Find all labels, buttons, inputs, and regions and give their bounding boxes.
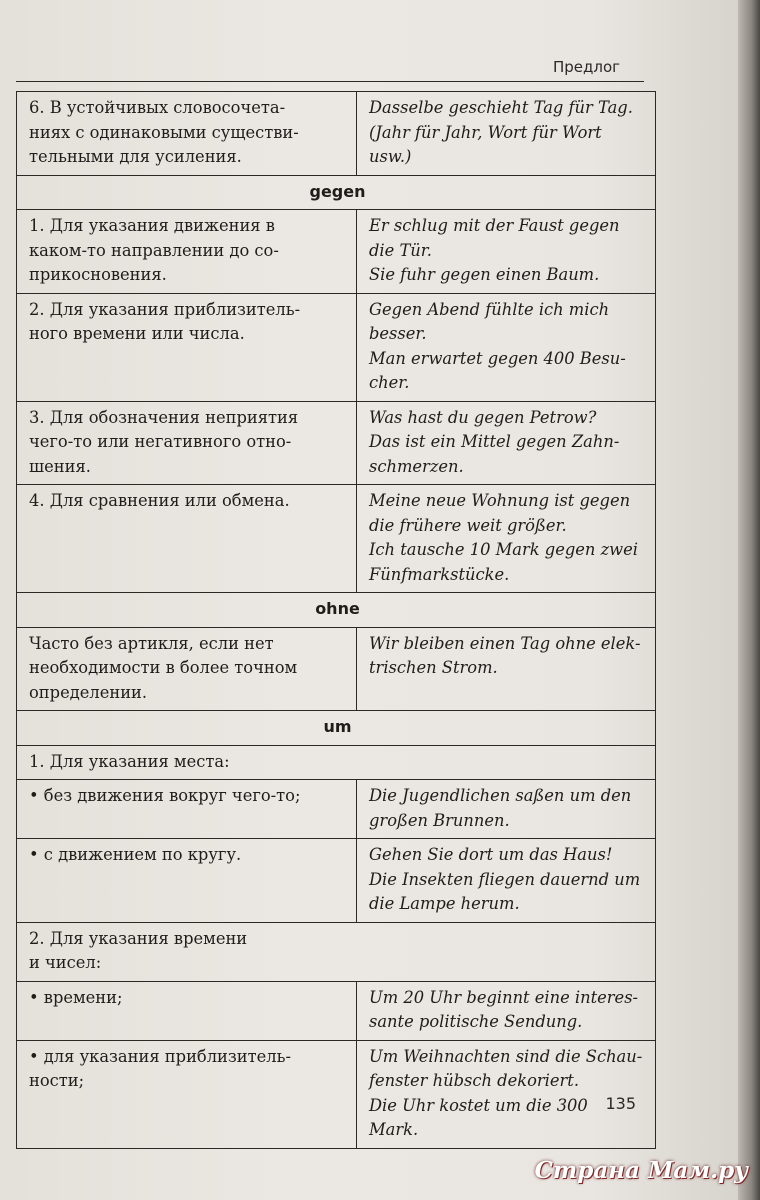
preposition-table (16, 91, 656, 1149)
table-row (17, 1040, 656, 1148)
rule-line: Часто без артикля, если нет (29, 633, 274, 653)
preposition-heading: ohne (17, 593, 656, 628)
table-row (17, 293, 656, 401)
example-line: sante politische Sendung. (369, 1012, 583, 1031)
preposition-heading: gegen (17, 175, 656, 210)
example-line: die frühere weit größer. (369, 515, 567, 535)
usage-rule-cell (17, 780, 357, 839)
rule-line: ного времени или числа. (29, 324, 245, 343)
example-line: Das ist ein Mittel gegen Zahn- (369, 432, 620, 451)
example-cell (357, 210, 656, 294)
rule-line: 2. Для указания приблизитель- (29, 299, 301, 319)
example-cell (357, 981, 656, 1040)
usage-rule-cell (17, 981, 357, 1040)
table-row (17, 485, 656, 593)
table-row (17, 401, 656, 485)
usage-rule-cell (17, 92, 357, 176)
preposition-heading: um (17, 711, 656, 746)
rule-line: 4. Для сравнения или обмена. (29, 491, 290, 510)
example-line: die Tür. (369, 240, 432, 260)
preposition-table-body (17, 92, 656, 1149)
example-line: Man erwartet gegen 400 Besu- (369, 348, 626, 368)
example-line: Die Uhr kostet um die 300 (369, 1095, 588, 1115)
example-line: Sie fuhr gegen einen Baum. (369, 265, 600, 284)
table-row (17, 839, 656, 923)
table-row (17, 922, 656, 981)
rule-line: • времени; (29, 987, 123, 1007)
table-row (17, 92, 656, 176)
example-line: (Jahr für Jahr, Wort für Wort (369, 122, 602, 142)
example-line: Er schlug mit der Faust gegen (369, 216, 620, 235)
example-line: die Lampe herum. (369, 894, 520, 913)
example-line: Ich tausche 10 Mark gegen zwei (369, 540, 638, 559)
rule-line: • без движения вокруг чего-то; (29, 786, 301, 805)
example-line: Gehen Sie dort um das Haus! (369, 845, 613, 864)
rule-line: ниях с одинаковыми существи- (29, 122, 299, 142)
example-line: Was hast du gegen Petrow? (369, 407, 597, 427)
rule-line: 3. Для обозначения неприятия (29, 407, 299, 427)
rule-line: тельными для усиления. (29, 147, 242, 166)
usage-subheading (17, 922, 656, 981)
usage-rule-cell (17, 627, 357, 711)
rule-line: каком-то направлении до со- (29, 240, 279, 260)
usage-rule-cell (17, 401, 357, 485)
usage-rule-cell (17, 210, 357, 294)
rule-line: ности; (29, 1071, 85, 1090)
usage-subheading-text: 1. Для указания места: (29, 751, 230, 771)
example-line: Gegen Abend fühlte ich mich (369, 299, 610, 319)
example-cell (357, 401, 656, 485)
example-line: Dasselbe geschieht Tag für Tag. (369, 98, 633, 117)
running-head: Предлог (552, 58, 620, 76)
example-line: Fünfmarkstücke. (369, 564, 510, 584)
usage-rule-cell (17, 485, 357, 593)
usage-subheading-text: 2. Для указания времени и чисел: (29, 928, 248, 972)
example-cell (357, 627, 656, 711)
rule-line: необходимости в более точном (29, 658, 298, 677)
watermark-text: Страна Мам.ру (534, 1157, 748, 1184)
example-cell (357, 485, 656, 593)
header-rule (16, 81, 644, 82)
section-heading-row (17, 711, 656, 746)
example-line: Die Insekten fliegen dauernd um (369, 869, 641, 889)
section-heading-row (17, 175, 656, 210)
example-line: Wir bleiben einen Tag ohne elek- (369, 633, 641, 653)
example-line: Um 20 Uhr beginnt eine interes- (369, 987, 639, 1007)
rule-line: 1. Для указания движения в (29, 216, 275, 235)
example-line: großen Brunnen. (369, 810, 510, 830)
usage-rule-cell (17, 293, 357, 401)
example-cell (357, 92, 656, 176)
page-number: 135 (605, 1094, 636, 1113)
example-line: schmerzen. (369, 456, 464, 476)
table-row (17, 627, 656, 711)
example-line: Mark. (369, 1120, 419, 1139)
example-line: cher. (369, 373, 410, 392)
example-cell (357, 293, 656, 401)
example-line: trischen Strom. (369, 658, 498, 677)
table-row (17, 210, 656, 294)
site-watermark (535, 1157, 748, 1184)
table-row (17, 981, 656, 1040)
table-row (17, 780, 656, 839)
usage-subheading (17, 745, 656, 780)
table-row (17, 745, 656, 780)
rule-line: прикосновения. (29, 265, 167, 284)
usage-rule-cell (17, 839, 357, 923)
rule-line: • с движением по кругу. (29, 845, 242, 864)
example-line: Meine neue Wohnung ist gegen (369, 491, 631, 510)
example-line: usw.) (369, 147, 412, 166)
section-heading-row (17, 593, 656, 628)
rule-line: чего-то или негативного отно- (29, 432, 292, 451)
rule-line: шения. (29, 456, 91, 476)
usage-rule-cell (17, 1040, 357, 1148)
example-line: fenster hübsch dekoriert. (369, 1071, 580, 1090)
example-line: besser. (369, 324, 427, 343)
example-cell (357, 839, 656, 923)
rule-line: • для указания приблизитель- (29, 1046, 291, 1066)
example-line: Um Weihnachten sind die Schau- (369, 1046, 643, 1066)
rule-line: 6. В устойчивых словосочета- (29, 98, 286, 117)
example-cell (357, 780, 656, 839)
rule-line: определении. (29, 682, 148, 702)
example-line: Die Jugendlichen saßen um den (369, 786, 632, 805)
page-edge (738, 0, 760, 1200)
